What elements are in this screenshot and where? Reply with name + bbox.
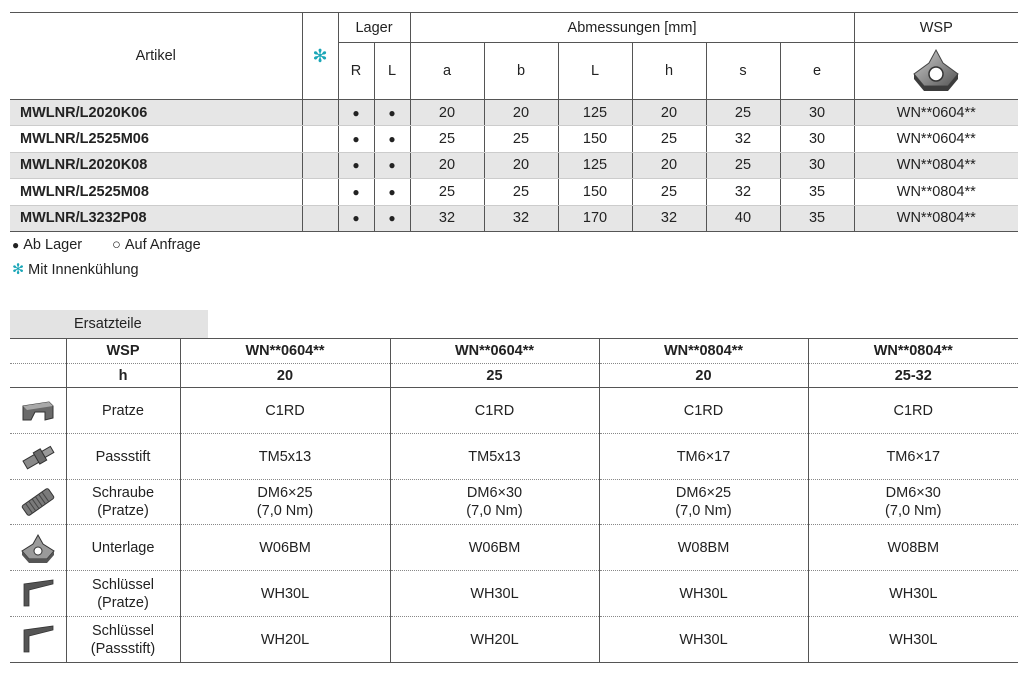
table-row <box>10 126 1018 152</box>
subheader-h: h <box>632 43 706 100</box>
header-h-1: 20 <box>180 364 390 388</box>
part-torque: (7,0 Nm) <box>885 503 942 519</box>
legend-stock <box>12 237 205 253</box>
header-h-3: 20 <box>599 364 808 388</box>
part-value <box>599 571 808 617</box>
cell-e: 30 <box>780 100 854 126</box>
part-code: WH30L <box>470 585 519 602</box>
part-value <box>599 525 808 571</box>
part-value <box>180 525 390 571</box>
subheader-b: b <box>484 43 558 100</box>
part-code: DM6×25 <box>675 485 732 501</box>
part-name-line1: Passstift <box>95 448 151 465</box>
part-value <box>599 388 808 434</box>
part-code: DM6×30 <box>466 485 523 501</box>
hex-key-icon <box>10 617 66 663</box>
part-name-line1: Schlüssel <box>91 622 155 639</box>
header-abmessungen: Abmessungen [mm] <box>410 13 854 43</box>
header-h-4: 25-32 <box>808 364 1018 388</box>
part-code: TM6×17 <box>886 448 941 465</box>
part-name-line1: Pratze <box>102 402 144 419</box>
header-artikel: Artikel <box>10 13 302 100</box>
subheader-e: e <box>780 43 854 100</box>
subheader-s: s <box>706 43 780 100</box>
shim-icon <box>10 525 66 571</box>
cell-a: 25 <box>410 126 484 152</box>
cell-r: ● <box>338 205 374 231</box>
cell-h: 20 <box>632 100 706 126</box>
cell-L: 150 <box>558 179 632 205</box>
cell-wsp: WN**0804** <box>854 179 1018 205</box>
subheader-a: a <box>410 43 484 100</box>
part-code: DM6×30 <box>885 485 941 501</box>
cell-s: 25 <box>706 100 780 126</box>
cell-b: 25 <box>484 179 558 205</box>
cooling-cell <box>302 205 338 231</box>
header-wsp-1: WN**0604** <box>180 339 390 364</box>
part-code: WH30L <box>889 585 938 602</box>
cell-r: ● <box>338 126 374 152</box>
clamp-icon <box>10 388 66 434</box>
cell-a: 20 <box>410 152 484 178</box>
article-code: MWLNR/L3232P08 <box>10 205 302 231</box>
part-name-line1: Schlüssel <box>91 576 155 593</box>
table-row <box>10 179 1018 205</box>
part-value <box>599 480 808 525</box>
cooling-cell <box>302 126 338 152</box>
header-wsp-4: WN**0804** <box>808 339 1018 364</box>
cell-s: 25 <box>706 152 780 178</box>
cell-b: 25 <box>484 126 558 152</box>
cell-s: 32 <box>706 126 780 152</box>
part-value <box>180 434 390 480</box>
part-value <box>390 525 599 571</box>
part-value <box>808 571 1018 617</box>
part-code: C1RD <box>683 402 724 419</box>
cell-h: 32 <box>632 205 706 231</box>
request-circle-icon: ○ <box>112 237 121 253</box>
cell-b: 20 <box>484 100 558 126</box>
part-value <box>180 571 390 617</box>
part-value <box>808 434 1018 480</box>
part-name <box>66 525 180 571</box>
table-row <box>10 152 1018 178</box>
cell-h: 20 <box>632 152 706 178</box>
article-code: MWLNR/L2020K06 <box>10 100 302 126</box>
table-row <box>10 388 1018 434</box>
part-name <box>66 480 180 525</box>
table-row <box>10 617 1018 663</box>
pin-icon <box>10 434 66 480</box>
part-name-line2: (Passstift) <box>90 640 156 657</box>
cell-a: 20 <box>410 100 484 126</box>
cell-e: 35 <box>780 179 854 205</box>
table-row <box>10 480 1018 525</box>
part-code: WH20L <box>260 631 310 648</box>
part-name-line2: (Pratze) <box>97 594 149 611</box>
cell-l: ● <box>374 152 410 178</box>
cell-wsp: WN**0804** <box>854 152 1018 178</box>
cooling-legend-icon: ✻ <box>12 262 25 278</box>
cell-s: 32 <box>706 179 780 205</box>
insert-icon <box>854 43 1018 100</box>
part-code: WH30L <box>679 631 728 648</box>
cell-h: 25 <box>632 126 706 152</box>
cooling-cell <box>302 100 338 126</box>
article-table <box>10 12 1018 232</box>
part-code: TM5x13 <box>258 448 312 465</box>
cell-l: ● <box>374 100 410 126</box>
part-code: WH30L <box>679 585 728 602</box>
part-value <box>808 388 1018 434</box>
part-torque: (7,0 Nm) <box>466 503 523 519</box>
screw-icon <box>10 480 66 525</box>
part-value <box>180 480 390 525</box>
cell-wsp: WN**0604** <box>854 126 1018 152</box>
part-name <box>66 617 180 663</box>
cell-b: 32 <box>484 205 558 231</box>
cell-L: 125 <box>558 152 632 178</box>
cooling-cell <box>302 179 338 205</box>
header-empty <box>10 364 66 388</box>
header-lager: Lager <box>338 13 410 43</box>
part-value <box>599 434 808 480</box>
cell-h: 25 <box>632 179 706 205</box>
cell-a: 32 <box>410 205 484 231</box>
cell-wsp: WN**0804** <box>854 205 1018 231</box>
part-code: C1RD <box>893 402 933 419</box>
part-value <box>808 480 1018 525</box>
part-value <box>180 617 390 663</box>
part-code: WH30L <box>260 585 310 602</box>
legend-stock-label: Ab Lager <box>23 237 83 253</box>
part-torque: (7,0 Nm) <box>675 503 732 519</box>
hex-key-icon <box>10 571 66 617</box>
part-value <box>808 617 1018 663</box>
part-code: C1RD <box>474 402 515 419</box>
header-wsp-2: WN**0604** <box>390 339 599 364</box>
header-h-label: h <box>66 364 180 388</box>
table-row <box>10 571 1018 617</box>
part-name-line1: Schraube <box>91 485 155 501</box>
table-row <box>10 205 1018 231</box>
cell-l: ● <box>374 126 410 152</box>
cell-L: 170 <box>558 205 632 231</box>
part-name-line1: Unterlage <box>91 539 155 556</box>
article-code: MWLNR/L2525M08 <box>10 179 302 205</box>
cell-e: 35 <box>780 205 854 231</box>
cell-r: ● <box>338 179 374 205</box>
table-row <box>10 525 1018 571</box>
cell-b: 20 <box>484 152 558 178</box>
part-value <box>390 434 599 480</box>
part-value <box>390 571 599 617</box>
table-row <box>10 100 1018 126</box>
part-name <box>66 388 180 434</box>
part-value <box>390 388 599 434</box>
tab-ersatzteile: Ersatzteile <box>10 310 208 338</box>
part-value <box>180 388 390 434</box>
subheader-l: L <box>374 43 410 100</box>
part-code: DM6×25 <box>257 485 313 501</box>
part-torque: (7,0 Nm) <box>256 503 314 519</box>
cooling-cell <box>302 152 338 178</box>
cell-a: 25 <box>410 179 484 205</box>
header-wsp-3: WN**0804** <box>599 339 808 364</box>
cell-l: ● <box>374 179 410 205</box>
part-value <box>808 525 1018 571</box>
header-empty <box>10 339 66 364</box>
part-name <box>66 434 180 480</box>
legend-cooling <box>12 262 143 278</box>
stock-dot-icon: ● <box>12 238 20 252</box>
cooling-icon: ✻ <box>302 13 338 100</box>
part-code: TM6×17 <box>676 448 731 465</box>
table-row <box>10 434 1018 480</box>
cell-L: 150 <box>558 126 632 152</box>
part-code: W08BM <box>887 539 940 556</box>
part-code: W08BM <box>677 539 730 556</box>
cell-e: 30 <box>780 152 854 178</box>
part-code: C1RD <box>265 402 305 419</box>
header-wsp: WSP <box>854 13 1018 43</box>
part-name <box>66 571 180 617</box>
cell-r: ● <box>338 100 374 126</box>
legend-cooling-label: Mit Innenkühlung <box>28 262 139 278</box>
part-value <box>390 480 599 525</box>
cell-r: ● <box>338 152 374 178</box>
part-code: W06BM <box>259 539 311 556</box>
part-name-line2: (Pratze) <box>97 503 149 519</box>
cell-wsp: WN**0604** <box>854 100 1018 126</box>
part-code: WH30L <box>889 631 938 648</box>
part-code: WH20L <box>470 631 519 648</box>
part-value <box>390 617 599 663</box>
part-value <box>599 617 808 663</box>
part-code: W06BM <box>468 539 521 556</box>
subheader-length: L <box>558 43 632 100</box>
cell-s: 40 <box>706 205 780 231</box>
subheader-r: R <box>338 43 374 100</box>
article-code: MWLNR/L2525M06 <box>10 126 302 152</box>
cell-e: 30 <box>780 126 854 152</box>
spare-parts-table <box>10 338 1018 663</box>
cell-L: 125 <box>558 100 632 126</box>
article-code: MWLNR/L2020K08 <box>10 152 302 178</box>
header-wsp-label: WSP <box>66 339 180 364</box>
legend-request-label: Auf Anfrage <box>124 237 201 253</box>
part-code: TM5x13 <box>468 448 521 465</box>
cell-l: ● <box>374 205 410 231</box>
header-h-2: 25 <box>390 364 599 388</box>
